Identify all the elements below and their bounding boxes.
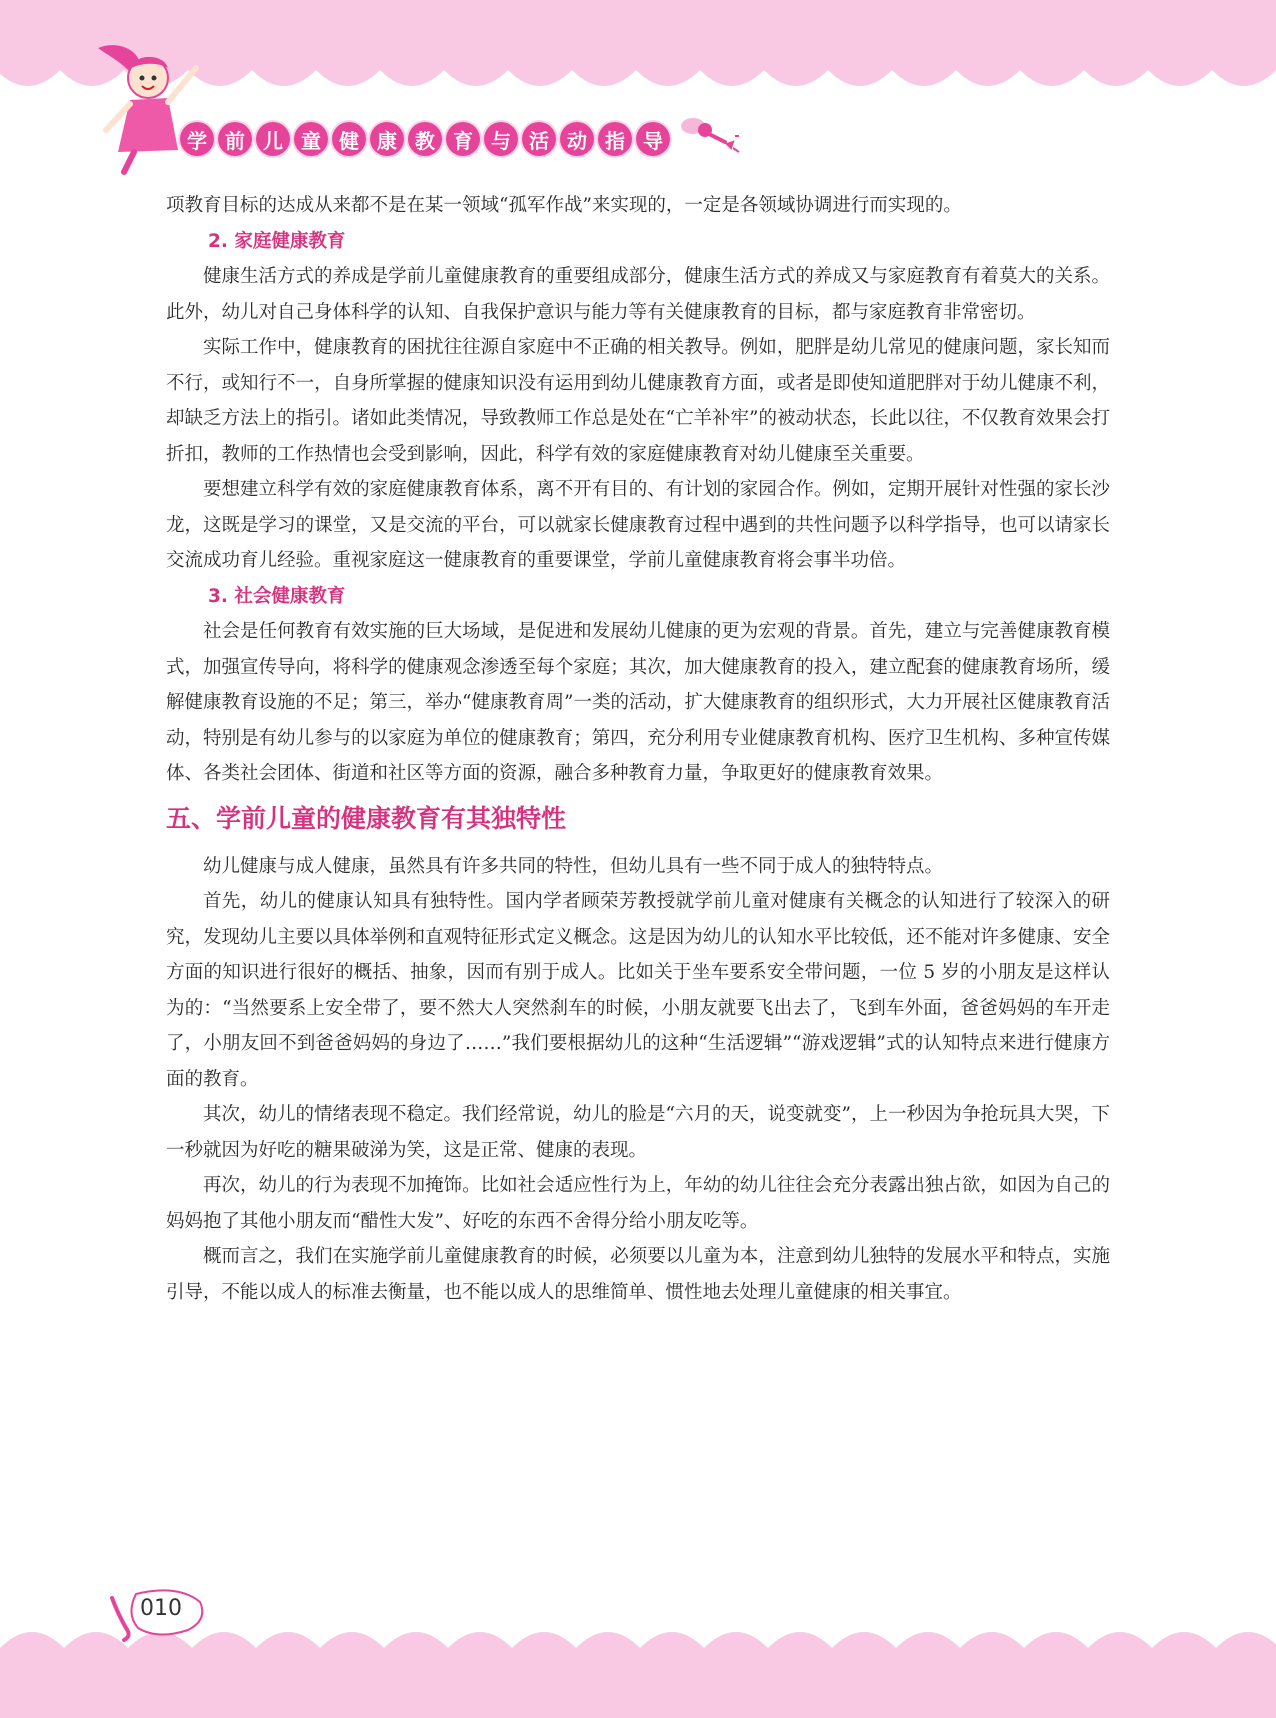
paragraph: 实际工作中，健康教育的困扰往往源自家庭中不正确的相关教导。例如，肥胖是幼儿常见的健康问题，家长知而不行，或知行不一，自身所掌握的健康知识没有运用到幼儿健康教育方面，或者是即使知道肥胖对于幼儿健康不利，却缺乏方法上的指引。诸如此类情况，导致教师工作总是处在“亡羊补牢”的被动状态，长此以往，不仅教育效果会打折扣，教师的工作热情也会受到影响，因此，科学有效的家庭健康教育对幼儿健康至关重要。 — [166, 337, 1110, 465]
header-title-char: 与 — [484, 122, 518, 156]
header-title-char: 童 — [294, 122, 328, 156]
header-title-char: 儿 — [256, 122, 290, 156]
page-number: 010 — [140, 1596, 182, 1621]
paragraph: 再次，幼儿的行为表现不加掩饰。比如社会适应性行为上，年幼的幼儿往往会充分表露出独占欲，如因为自己的妈妈抱了其他小朋友而“醋性大发”、好吃的东西不舍得分给小朋友吃等。 — [166, 1175, 1110, 1232]
paragraph: 首先，幼儿的健康认知具有独特性。国内学者顾荣芳教授就学前儿童对健康有关概念的认知进行了较深入的研究，发现幼儿主要以具体举例和直观特征形式定义概念。这是因为幼儿的认知水平比较低，还不能对许多健康、安全方面的知识进行很好的概括、抽象，因而有别于成人。比如关于坐车要系安全带问题，一位 5 岁的小朋友是这样认为的：“当然要系上安全带了，要不然大人突然刹车的时候，小朋友就要飞出去了，飞到车外面，爸爸妈妈的车开走了，小朋友回不到爸爸妈妈的身边了……”我们要根据幼儿的这种“生活逻辑”“游戏逻辑”式的认知特点来进行健康方面的教育。 — [166, 891, 1110, 1090]
header-title-char: 健 — [332, 122, 366, 156]
main-content — [166, 188, 1110, 1310]
header-title-char: 指 — [598, 122, 632, 156]
paragraph: 社会是任何教育有效实施的巨大场域，是促进和发展幼儿健康的更为宏观的背景。首先，建立与完善健康教育模式，加强宣传导向，将科学的健康观念渗透至每个家庭；其次，加大健康教育的投入，建立配套的健康教育场所，缓解健康教育设施的不足；第三，举办“健康教育周”一类的活动，扩大健康教育的组织形式，大力开展社区健康教育活动，特别是有幼儿参与的以家庭为单位的健康教育；第四，充分利用专业健康教育机构、医疗卫生机构、多种宣传媒体、各类社会团体、街道和社区等方面的资源，融合多种教育力量，争取更好的健康教育效果。 — [166, 621, 1110, 784]
header-title-char: 学 — [180, 122, 214, 156]
intro-paragraph: 项教育目标的达成从来都不是在某一领域“孤军作战”来实现的，一定是各领域协调进行而实现的。 — [166, 195, 962, 216]
paragraph: 幼儿健康与成人健康，虽然具有许多共同的特性，但幼儿具有一些不同于成人的独特特点。 — [203, 855, 944, 877]
paragraph: 概而言之，我们在实施学前儿童健康教育的时候，必须要以儿童为本，注意到幼儿独特的发展水平和特点，实施引导，不能以成人的标准去衡量，也不能以成人的思维简单、惯性地去处理儿童健康的相关事宜。 — [166, 1246, 1110, 1303]
section-title: 五、学前儿童的健康教育有其独特性 — [166, 803, 567, 833]
header-title-char: 前 — [218, 122, 252, 156]
subheading-family-health-education: 2. 家庭健康教育 — [208, 230, 346, 252]
page-number-badge — [108, 1584, 218, 1644]
header-title-char: 导 — [636, 122, 670, 156]
running-header-title — [180, 122, 670, 156]
header-title-char: 教 — [408, 122, 442, 156]
header-title-char: 育 — [446, 122, 480, 156]
fairy-icon — [675, 108, 745, 158]
mascot-girl-icon — [88, 40, 208, 180]
subheading-social-health-education: 3. 社会健康教育 — [208, 585, 346, 607]
paragraph: 健康生活方式的养成是学前儿童健康教育的重要组成部分，健康生活方式的养成又与家庭教育有着莫大的关系。此外，幼儿对自己身体科学的认知、自我保护意识与能力等有关健康教育的目标，都与家庭教育非常密切。 — [166, 266, 1110, 323]
header-title-char: 活 — [522, 122, 556, 156]
paragraph: 其次，幼儿的情绪表现不稳定。我们经常说，幼儿的脸是“六月的天，说变就变”，上一秒因为争抢玩具大哭，下一秒就因为好吃的糖果破涕为笑，这是正常、健康的表现。 — [166, 1104, 1110, 1161]
header-title-char: 动 — [560, 122, 594, 156]
header-title-char: 康 — [370, 122, 404, 156]
paragraph: 要想建立科学有效的家庭健康教育体系，离不开有目的、有计划的家园合作。例如，定期开展针对性强的家长沙龙，这既是学习的课堂，又是交流的平台，可以就家长健康教育过程中遇到的共性问题予以科学指导，也可以请家长交流成功育儿经验。重视家庭这一健康教育的重要课堂，学前儿童健康教育将会事半功倍。 — [166, 479, 1110, 571]
